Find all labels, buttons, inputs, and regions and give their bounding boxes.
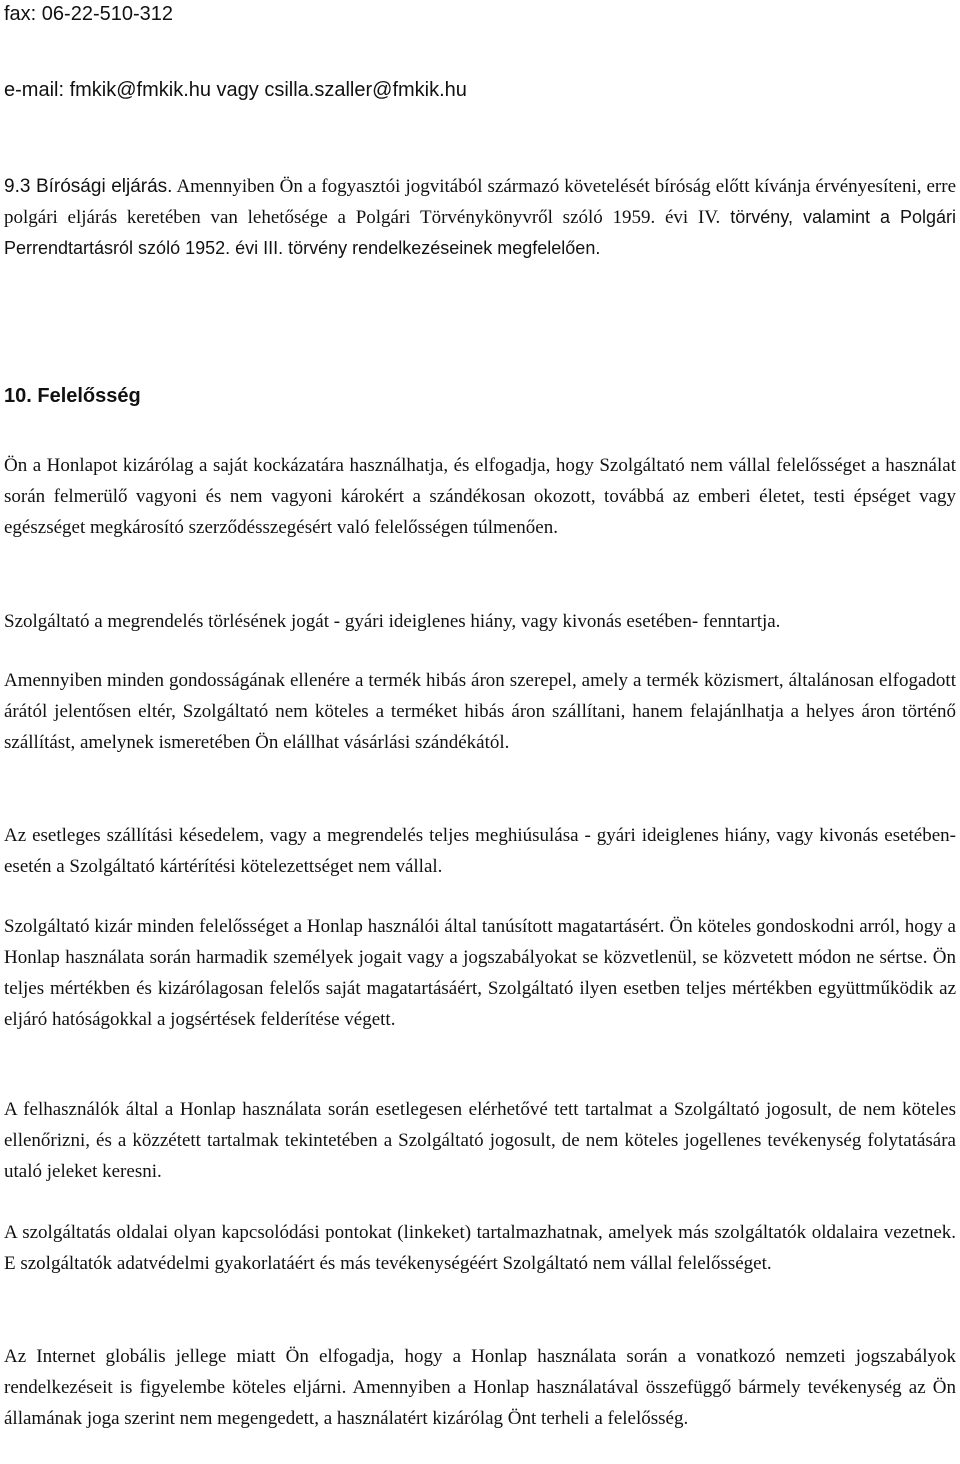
section-9-3-paragraph — [4, 171, 956, 264]
paragraph: Amennyiben minden gondosságának ellenére a termék hibás áron szerepel, amely a termék közismert, általánosan elfogadott árától jelentősen eltér, Szolgáltató nem köteles a terméket hibás áron szállítani, hanem felajánlhatja a helyes áron történő szállítást, amelynek ismeretében Ön elállhat vásárlási szándékától. — [4, 670, 956, 753]
paragraph: Az esetleges szállítási késedelem, vagy a megrendelés teljes meghiúsulása - gyári ideiglenes hiány, vagy kivonás esetében- esetén a Szolgáltató kártérítési kötelezettséget nem vállal. — [4, 825, 956, 877]
paragraph: Szolgáltató a megrendelés törlésének jogát - gyári ideiglenes hiány, vagy kivonás esetében- fenntartja. — [4, 611, 781, 632]
paragraph: A szolgáltatás oldalai olyan kapcsolódási pontokat (linkeket) tartalmazhatnak, amelyek más szolgáltatók oldalaira vezetnek. E szolgáltatók adatvédelmi gyakorlatáért és más tevékenységéért Szolgáltató nem vállal felelősséget. — [4, 1222, 956, 1274]
section-9-3-text: Amennyiben Ön a fogyasztói jogvitából származó követelését bíróság előtt kívánja érvényesíteni, erre polgári eljárás keretében van lehetősége a Polgári Törvénykönyvről szóló 1959. évi IV. — [4, 176, 957, 228]
section-10-heading: 10. Felelősség — [4, 385, 141, 407]
fax-line: fax: 06-22-510-312 — [4, 3, 174, 25]
paragraph: Az Internet globális jellege miatt Ön elfogadja, hogy a Honlap használata során a vonatkozó nemzeti jogszabályok rendelkezéseit is figyelembe köteles eljárni. Amennyiben a Honlap használatával összefüggő bármely tevékenység az Ön államának joga szerint nem megengedett, a használatért kizárólag Önt terheli a felelősség. — [4, 1346, 956, 1429]
section-9-3-heading: 9.3 Bírósági eljárás. — [4, 176, 173, 197]
email-line: e-mail: fmkik@fmkik.hu vagy csilla.szaller@fmkik.hu — [4, 79, 467, 101]
paragraph: A felhasználók által a Honlap használata során esetlegesen elérhetővé tett tartalmat a Szolgáltató jogosult, de nem köteles ellenőrizni, és a közzétett tartalmak tekintetében a Szolgáltató jogosult, de nem köteles jogellenes tevékenység folytatására utaló jeleket keresni. — [4, 1099, 956, 1182]
section-9-3-text-continued: törvény, valamint a Polgári Perrendtartásról szóló 1952. évi III. törvény rendelkezéseinek megfelelően. — [4, 207, 956, 258]
paragraph: Szolgáltató kizár minden felelősséget a Honlap használói által tanúsított magatartásért. Ön köteles gondoskodni arról, hogy a Honlap használata során harmadik személyek jogait vagy a jogszabályokat se közvetlenül, se közvetett módon ne sértse. Ön teljes mértékben és kizárólagosan felelős saját magatartásáért, Szolgáltató ilyen esetben teljes mértékben együttműködik az eljáró hatóságokkal a jogsértések felderítése végett. — [4, 916, 956, 1030]
paragraph: Ön a Honlapot kizárólag a saját kockázatára használhatja, és elfogadja, hogy Szolgáltató nem vállal felelősséget a használat során felmerülő vagyoni és nem vagyoni károkért a szándékosan okozott, továbbá az emberi életet, testi épséget vagy egészséget megkárosító szerződésszegésért való felelősségen túlmenően. — [4, 455, 956, 538]
